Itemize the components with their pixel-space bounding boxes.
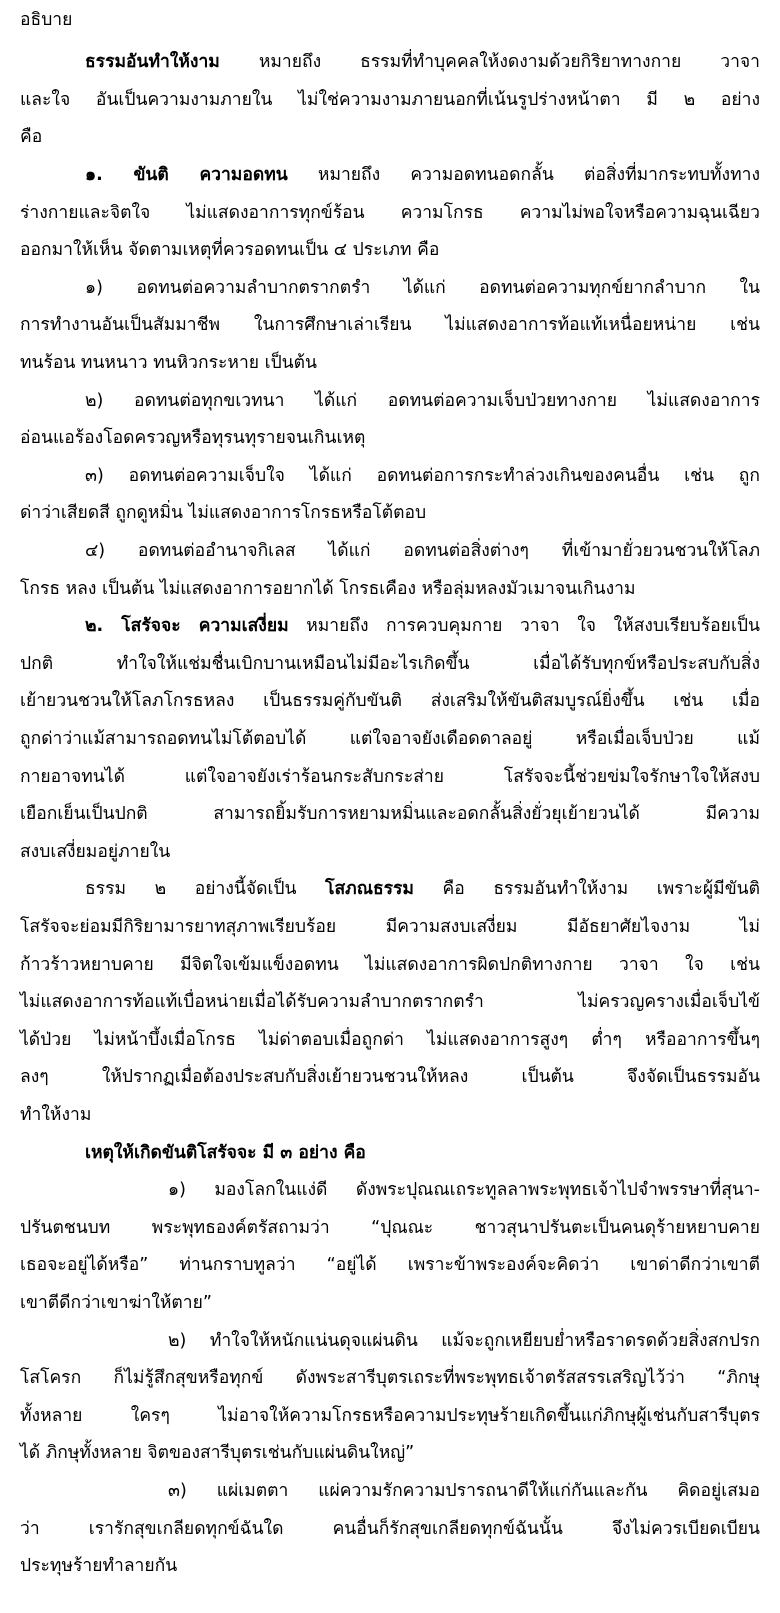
paragraph-line: ไม่แสดงอาการท้อแท้เบื่อหน่ายเมื่อได้รับความลำบากตรากตรำ ไม่ครวญครางเมื่อเจ็บไข้	[20, 992, 760, 1012]
paragraph-line: ประทุษร้ายทำลายกัน	[20, 1556, 178, 1576]
term-sobhanadhamma: ธรรมอันทำให้งาม	[85, 52, 220, 72]
paragraph-line: โสรัจจะย่อมมีกิริยามารยาทสุภาพเรียบร้อย มีความสงบเสงี่ยม มีอัธยาศัยไจงาม ไม่	[20, 917, 760, 937]
text-span: หมายถึง ธรรมที่ทำบุคคลให้งดงามด้วยกิริยาทางกาย วาจา	[219, 52, 760, 72]
term-soracca: ๒. โสรัจจะ ความเสงี่ยม	[85, 616, 289, 636]
paragraph-line: โสโครก ก็ไม่รู้สึกสุขหรือทุกข์ ดังพระสารีบุตรเถระที่พระพุทธเจ้าตรัสสรรเสริญไว้ว่า “ภิกษุ	[20, 1368, 760, 1388]
paragraph-line: ได้ป่วย ไม่หน้าบึ้งเมื่อโกรธ ไม่ด่าตอบเมื่อถูกด่า ไม่แสดงอาการสูงๆ ต่ำๆ หรืออาการขึ้นๆ	[20, 1030, 760, 1050]
paragraph-line: เขาตีดีกว่าเขาฆ่าให้ตาย”	[20, 1293, 212, 1313]
section-heading: อธิบาย	[20, 10, 73, 30]
term-khanti: ๑. ขันติ ความอดทน	[85, 165, 288, 185]
list-item-line: ๒) ทำใจให้หนักแน่นดุจแผ่นดิน แม้จะถูกเหยียบย่ำหรือราดรดด้วยสิ่งสกปรก	[168, 1331, 760, 1351]
paragraph-line: การทำงานอันเป็นสัมมาชีพ ในการศึกษาเล่าเรียน ไม่แสดงอาการท้อแท้เหนื่อยหน่าย เช่น	[20, 315, 760, 335]
paragraph-intro-line	[85, 44, 760, 80]
paragraph-line: ออกมาให้เห็น จัดตามเหตุที่ควรอดทนเป็น ๔ ประเภท คือ	[20, 240, 440, 260]
paragraph-line: ปกติ ทำใจให้แช่มชื่นเบิกบานเหมือนไม่มีอะไรเกิดขึ้น เมื่อได้รับทุกข์หรือประสบกับสิ่ง	[20, 654, 760, 674]
paragraph-line: โกรธ หลง เป็นต้น ไม่แสดงอาการอยากได้ โกรธเคือง หรือลุ่มหลงมัวเมาจนเกินงาม	[20, 579, 636, 599]
paragraph-line: ร่างกายและจิตใจ ไม่แสดงอาการทุกข์ร้อน ความโกรธ ความไม่พอใจหรือความฉุนเฉียว	[20, 203, 760, 223]
paragraph-line: เย้ายวนชวนให้โลภโกรธหลง เป็นธรรมคู่กับขันติ ส่งเสริมให้ขันติสมบูรณ์ยิ่งขึ้น เช่น เมื่อ	[20, 691, 760, 711]
term-sobhanadhamma-2: โสภณธรรม	[325, 879, 414, 899]
paragraph-line: เธอจะอยู่ได้หรือ” ท่านกราบทูลว่า “อยู่ได้ เพราะข้าพระองค์จะคิดว่า เขาด่าดีกว่าเขาตี	[20, 1255, 760, 1275]
paragraph-line: ว่า เรารักสุขเกลียดทุกข์ฉันใด คนอื่นก็รักสุขเกลียดทุกข์ฉันนั้น จึงไม่ควรเบียดเบียน	[20, 1519, 760, 1539]
paragraph-line: ได้ ภิกษุทั้งหลาย จิตของสารีบุตรเช่นกับแผ่นดินใหญ่”	[20, 1443, 415, 1463]
paragraph-line: ก้าวร้าวหยาบคาย มีจิตใจเข้มแข็งอดทน ไม่แสดงอาการผิดปกติทางกาย วาจา ใจ เช่น	[20, 955, 760, 975]
paragraph-khanti-line	[85, 157, 760, 193]
text-span: หมายถึง ความอดทนอดกลั้น ต่อสิ่งที่มากระทบทั้งทาง	[287, 165, 760, 185]
paragraph-line: ลงๆ ให้ปรากฏเมื่อต้องประสบกับสิ่งเย้ายวนชวนให้หลง เป็นต้น จึงจัดเป็นธรรมอัน	[20, 1067, 760, 1087]
paragraph-soracca-line	[85, 608, 760, 644]
list-item-line: ๒) อดทนต่อทุกขเวทนา ได้แก่ อดทนต่อความเจ็บป่วยทางกาย ไม่แสดงอาการ	[85, 391, 760, 411]
paragraph-line: ทั้งหลาย ใครๆ ไม่อาจให้ความโกรธหรือความประทุษร้ายเกิดขึ้นแก่ภิกษุผู้เช่นกับสารีบุตร	[20, 1406, 760, 1426]
text-span: คือ ธรรมอันทำให้งาม เพราะผู้มีขันติ	[413, 879, 761, 899]
paragraph-line: เยือกเย็นเป็นปกติ สามารถยิ้มรับการหยามหมิ่นและอดกลั้นสิ่งยั่วยุเย้ายวนได้ มีความ	[20, 804, 760, 824]
text-span: หมายถึง การควบคุมกาย วาจา ใจ ให้สงบเรียบร้อยเป็น	[288, 616, 760, 636]
subheading-causes: เหตุให้เกิดขันติโสรัจจะ มี ๓ อย่าง คือ	[85, 1143, 366, 1163]
paragraph-line: คือ	[20, 127, 43, 147]
text-span: ธรรม ๒ อย่างนี้จัดเป็น	[85, 879, 326, 899]
paragraph-line: ด่าว่าเสียดสี ถูกดูหมิ่น ไม่แสดงอาการโกรธหรือโต้ตอบ	[20, 503, 427, 523]
paragraph-sobhana-line	[85, 871, 760, 907]
paragraph-line: ถูกด่าว่าแม้สามารถอดทนไม่โต้ตอบได้ แต่ใจอาจยังเดือดดาลอยู่ หรือเมื่อเจ็บป่วย แม้	[20, 729, 760, 749]
paragraph-line: ทำให้งาม	[20, 1105, 92, 1125]
list-item-line: ๑) มองโลกในแง่ดี ดังพระปุณณเถระทูลลาพระพุทธเจ้าไปจำพรรษาที่สุนา-	[168, 1180, 760, 1200]
paragraph-line: และใจ อันเป็นความงามภายใน ไม่ใช่ความงามภายนอกที่เน้นรูปร่างหน้าตา มี ๒ อย่าง	[20, 90, 760, 110]
list-item-line: ๑) อดทนต่อความลำบากตรากตรำ ได้แก่ อดทนต่อความทุกข์ยากลำบาก ใน	[85, 278, 760, 298]
paragraph-line: สงบเสงี่ยมอยู่ภายใน	[20, 842, 171, 862]
paragraph-line: ทนร้อน ทนหนาว ทนหิวกระหาย เป็นต้น	[20, 353, 317, 373]
list-item-line: ๔) อดทนต่ออำนาจกิเลส ได้แก่ อดทนต่อสิ่งต่างๆ ที่เข้ามายั่วยวนชวนให้โลภ	[85, 541, 760, 561]
paragraph-line: กายอาจทนได้ แต่ใจอาจยังเร่าร้อนกระสับกระส่าย โสรัจจะนี้ช่วยข่มใจรักษาใจให้สงบ	[20, 767, 760, 787]
list-item-line: ๓) อดทนต่อความเจ็บใจ ได้แก่ อดทนต่อการกระทำล่วงเกินของคนอื่น เช่น ถูก	[85, 466, 760, 486]
paragraph-line: อ่อนแอร้องโอดครวญหรือทุรนทุรายจนเกินเหตุ	[20, 428, 366, 448]
paragraph-line: ปรันตชนบท พระพุทธองค์ตรัสถามว่า “ปุณณะ ชาวสุนาปรันตะเป็นคนดุร้ายหยาบคาย	[20, 1218, 760, 1238]
list-item-line: ๓) แผ่เมตตา แผ่ความรักความปรารถนาดีให้แก่กันและกัน คิดอยู่เสมอ	[168, 1481, 760, 1501]
